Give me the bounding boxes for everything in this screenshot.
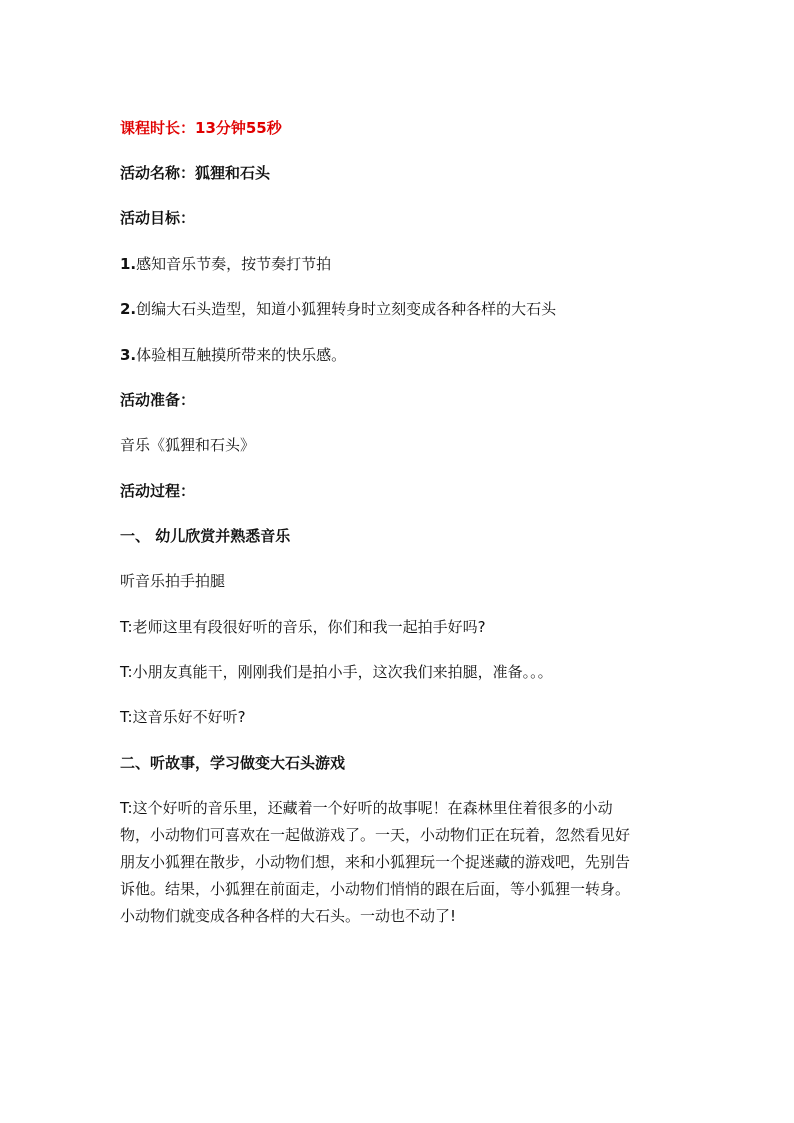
section-2-heading: 二、听故事，学习做变大石头游戏: [120, 754, 346, 772]
goal-text: 创编大石头造型，知道小狐狸转身时立刻变成各种各样的大石头: [136, 300, 557, 318]
goal-number: 2.: [120, 300, 137, 318]
story-line: 诉他。结果，小狐狸在前面走，小动物们悄悄的跟在后面，等小狐狸一转身。: [120, 880, 631, 898]
goal-text: 感知音乐节奏，按节奏打节拍: [136, 255, 332, 273]
story-paragraph: [120, 795, 668, 930]
story-line: 小动物们就变成各种各样的大石头。一动也不动了!: [120, 907, 457, 925]
course-duration: 课程时长：13分钟55秒: [120, 119, 282, 137]
story-line: 物，小动物们可喜欢在一起做游戏了。一天，小动物们正在玩着，忽然看见好: [120, 826, 631, 844]
goal-number: 3.: [120, 346, 137, 364]
goal-item-3: [120, 345, 346, 365]
section-1-heading: 一、 幼儿欣赏并熟悉音乐: [120, 527, 291, 545]
dialogue-line: T:老师这里有段很好听的音乐，你们和我一起拍手好吗?: [120, 618, 486, 636]
dialogue-line: T:小朋友真能干，刚刚我们是拍小手，这次我们来拍腿，准备。。。: [120, 663, 553, 681]
prep-heading: 活动准备：: [120, 391, 196, 409]
process-heading: 活动过程：: [120, 482, 196, 500]
goal-text: 体验相互触摸所带来的快乐感。: [136, 346, 347, 364]
story-line: 朋友小狐狸在散步，小动物们想，来和小狐狸玩一个捉迷藏的游戏吧，先别告: [120, 853, 631, 871]
story-line: T:这个好听的音乐里，还藏着一个好听的故事呢！在森林里住着很多的小动: [120, 799, 613, 817]
section-1-subheading: 听音乐拍手拍腿: [120, 572, 226, 590]
activity-name: 活动名称：狐狸和石头: [120, 164, 271, 182]
goal-number: 1.: [120, 255, 137, 273]
prep-text: 音乐《狐狸和石头》: [120, 436, 256, 454]
goal-item-2: [120, 299, 556, 319]
goals-heading: 活动目标：: [120, 209, 196, 227]
goal-item-1: [120, 254, 331, 274]
dialogue-line: T:这音乐好不好听?: [120, 708, 246, 726]
